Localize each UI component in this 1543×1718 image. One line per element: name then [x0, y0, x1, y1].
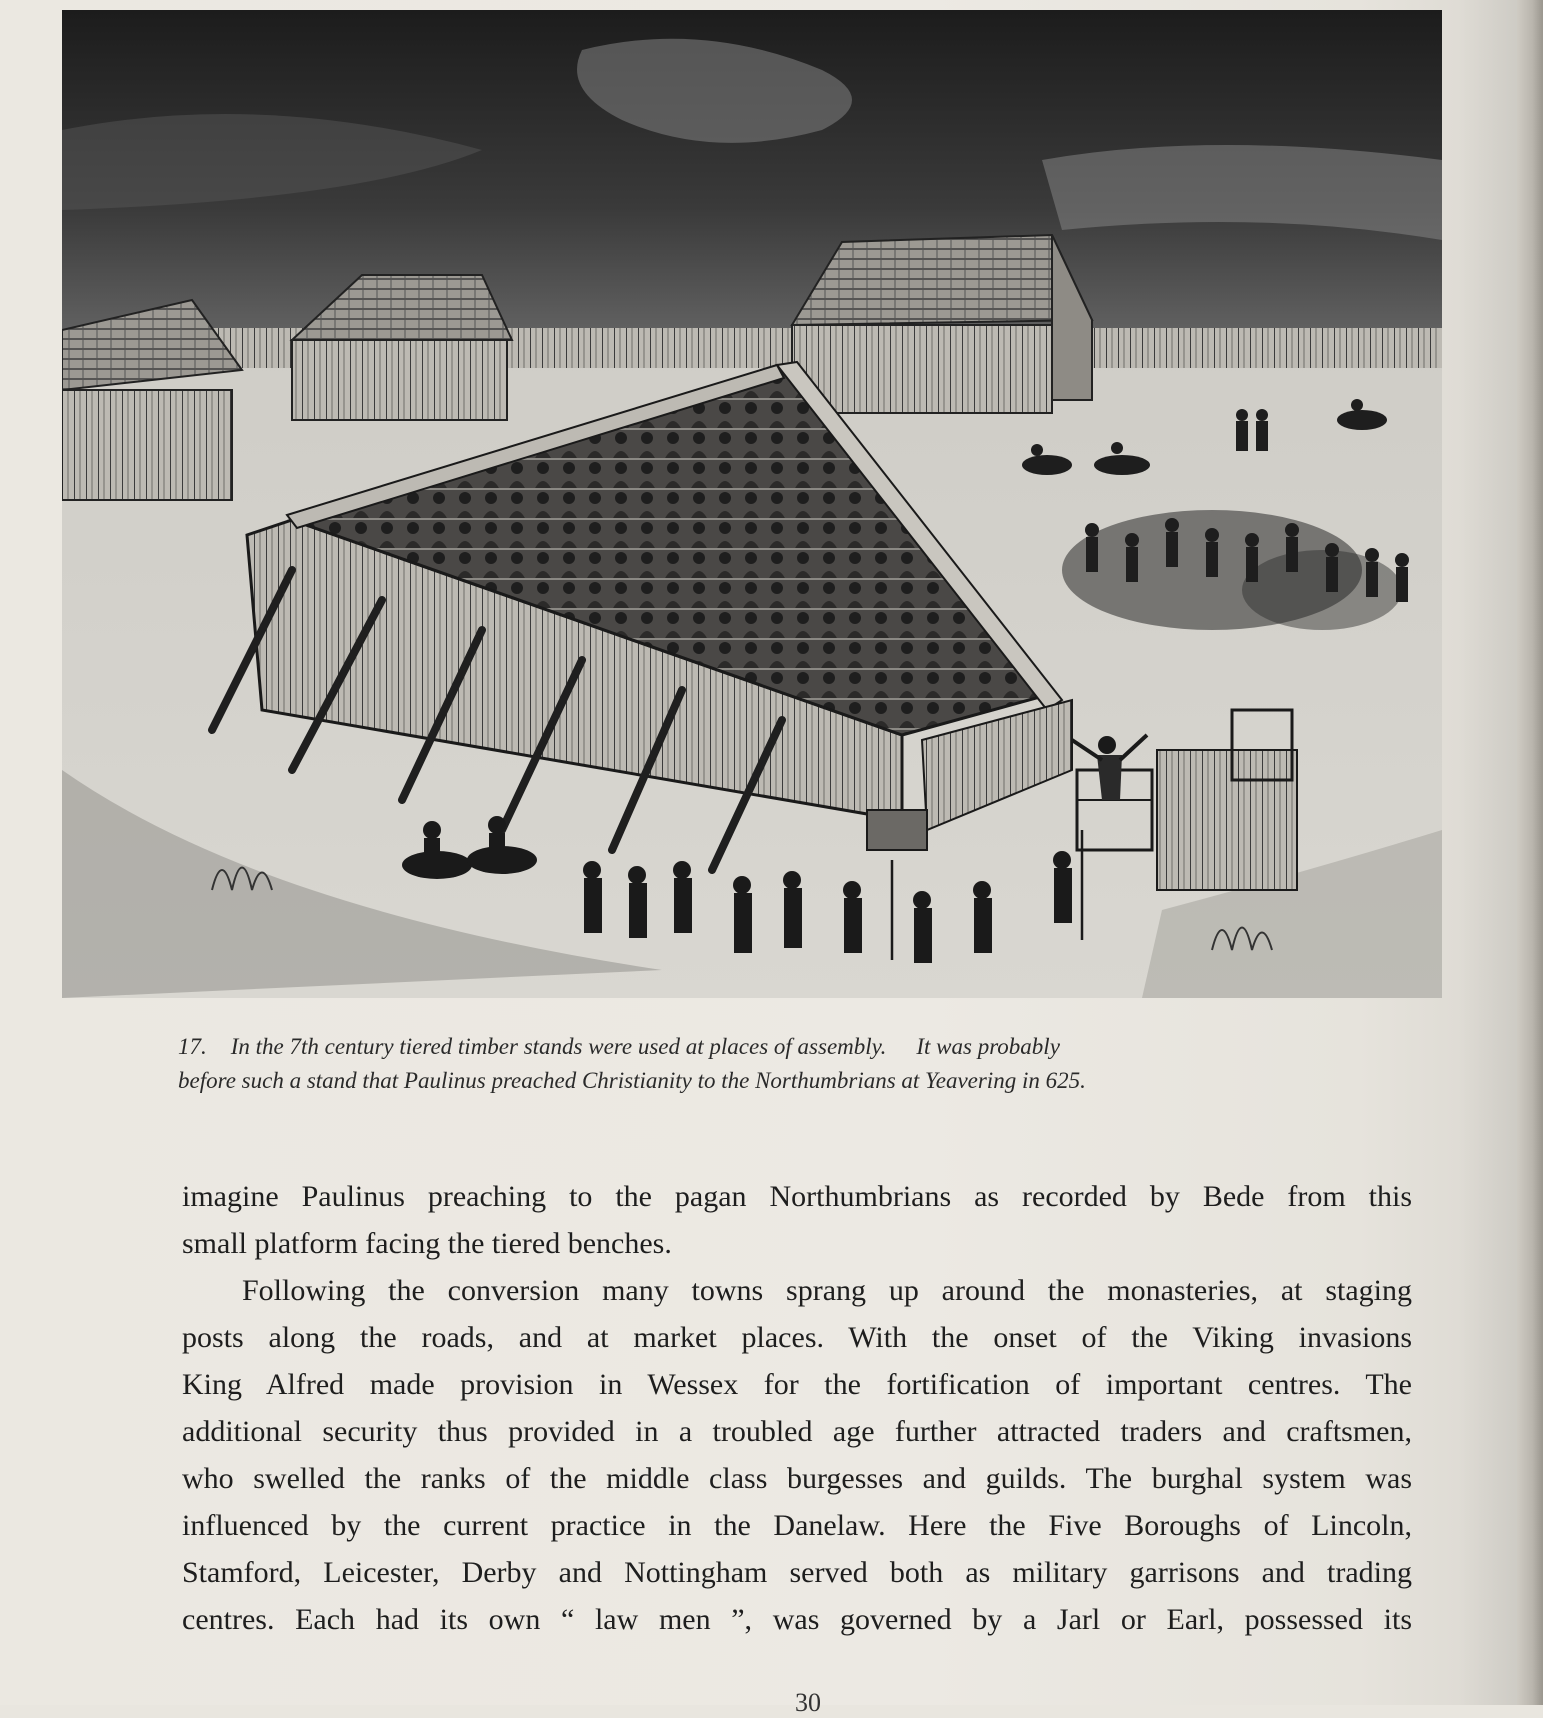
text-line: King Alfred made provision in Wessex for the fortification of important centres. The: [182, 1368, 1412, 1401]
figure-number: 17.: [178, 1034, 207, 1059]
caption-line-2: before such a stand that Paulinus preached Christianity to the Northumbrians at Yeavering in 625.: [178, 1068, 1086, 1093]
caption-line-1: [178, 1030, 1248, 1064]
text-line: posts along the roads, and at market places. With the onset of the Viking invasions: [182, 1321, 1412, 1354]
text-line: Following the conversion many towns sprang up around the monasteries, at staging: [242, 1274, 1412, 1307]
text-line: small platform facing the tiered benches.: [182, 1227, 672, 1260]
page-number: 30: [795, 1688, 821, 1717]
page-edge-shadow: [1457, 0, 1517, 1705]
paragraph-1: [182, 1173, 1412, 1267]
text-line: Stamford, Leicester, Derby and Nottingham served both as military garrisons and trading: [182, 1556, 1412, 1589]
text-line: who swelled the ranks of the middle class burgesses and guilds. The burghal system was: [182, 1462, 1412, 1495]
text-line: imagine Paulinus preaching to the pagan Northumbrians as recorded by Bede from this: [182, 1180, 1412, 1213]
figure-caption: [178, 1030, 1248, 1098]
text-line: additional security thus provided in a troubled age further attracted traders and craftsmen,: [182, 1415, 1412, 1448]
illustration-drawing: [62, 10, 1442, 998]
illustration-timber-stand: [62, 10, 1442, 998]
caption-text-1b: It was probably: [916, 1034, 1060, 1059]
body-text: [182, 1173, 1412, 1643]
paragraph-2: [182, 1267, 1412, 1643]
text-line: influenced by the current practice in the Danelaw. Here the Five Boroughs of Lincoln,: [182, 1509, 1412, 1542]
caption-text-1a: In the 7th century tiered timber stands were used at places of assembly.: [230, 1034, 887, 1059]
page-edge: [1517, 0, 1543, 1705]
text-line: centres. Each had its own “ law men ”, was governed by a Jarl or Earl, possessed its: [182, 1603, 1412, 1636]
